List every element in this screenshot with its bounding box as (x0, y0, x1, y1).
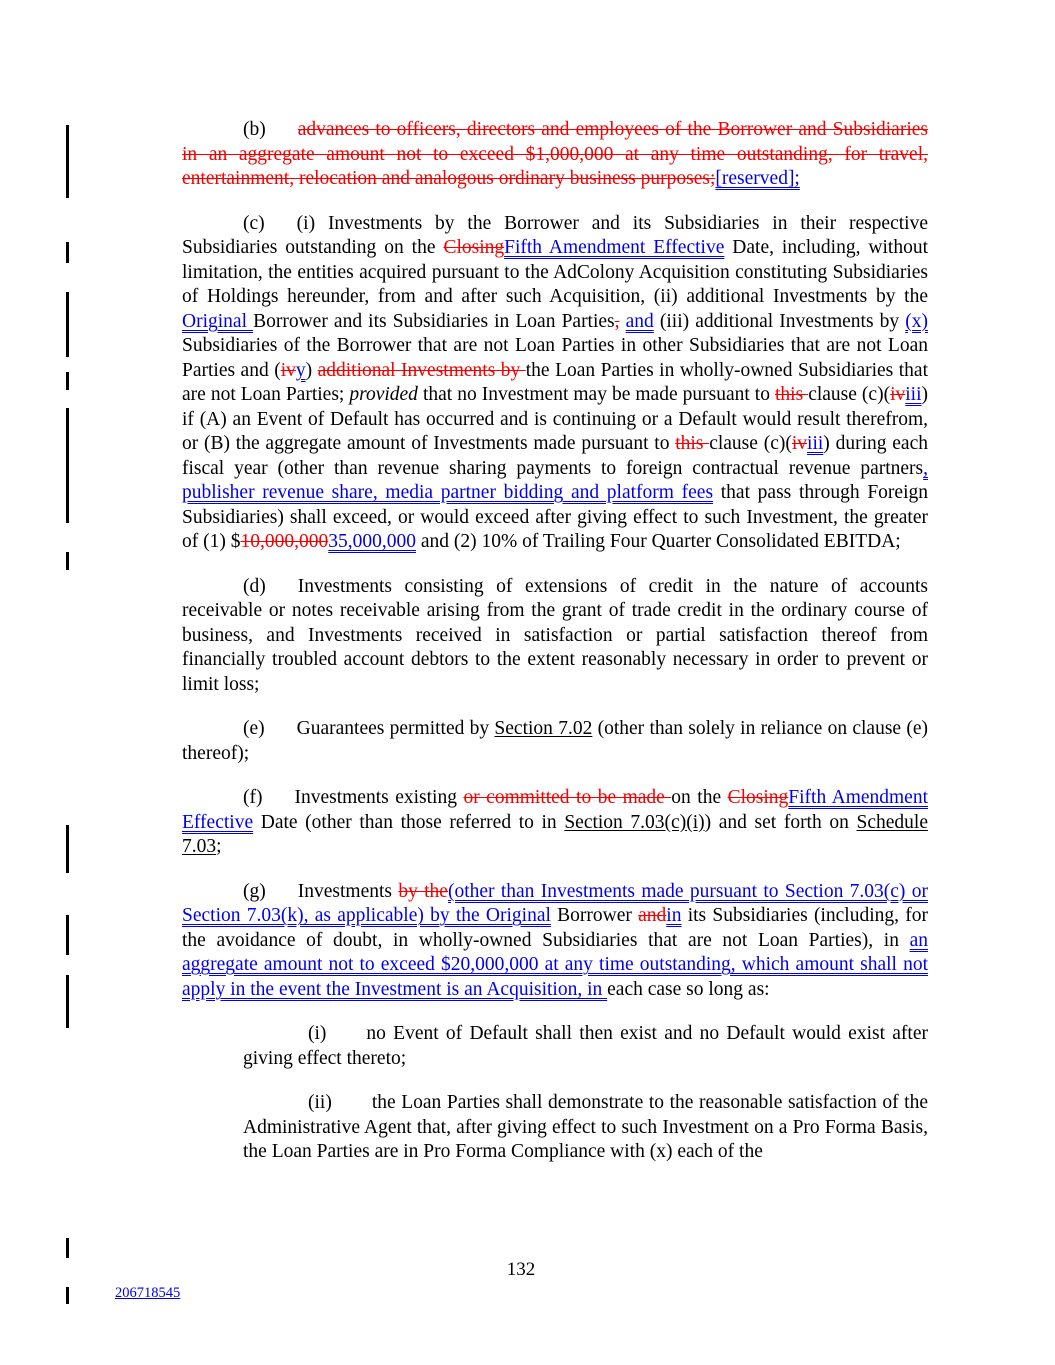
text-run: that pass through Foreign Subsidiaries) shall exceed, or would exceed after giving effect to such Investment, the greater of (1) $ (182, 482, 928, 552)
text-run: ) during each fiscal year (other than revenue sharing payments to foreign contractual revenue partners (182, 433, 928, 479)
change-bar (66, 372, 69, 390)
text-run: the Loan Parties in wholly-owned Subsidiaries that are not Loan Parties; (182, 359, 928, 405)
text-run: ) if (A) an Event of Default has occurred and is continuing or a Default would result therefrom, or (B) the aggregate amount of Investments made pursuant to (182, 384, 928, 454)
paragraph-d (182, 575, 928, 698)
inserted-text: (x) (905, 310, 928, 332)
deleted-text: iv (791, 433, 808, 454)
deleted-text: 10,000,000 (240, 531, 329, 552)
paragraph-c (182, 212, 928, 555)
text-run: and (2) 10% of Trailing Four Quarter Consolidated EBITDA; (415, 531, 901, 552)
text-run: clause (c)( (709, 433, 792, 454)
text-run: Guarantees permitted by (296, 718, 495, 739)
text-run: ) and set forth on (704, 811, 857, 833)
deleted-text: additional Investments by (317, 359, 526, 381)
change-bar (66, 552, 69, 570)
text-run: ; (216, 836, 222, 857)
text-run: each case so long as: (607, 978, 770, 1000)
change-bar (66, 125, 69, 198)
text-run: on the (671, 787, 728, 808)
deleted-text: , (614, 310, 620, 332)
text-run: Date (other than those referred to in (253, 811, 565, 833)
text-run: (i) Investments by the Borrower and its Subsidiaries in their respective Subsidiaries outstanding on the (182, 212, 928, 258)
text-run: Investments (297, 880, 399, 902)
inserted-text: y (295, 359, 306, 381)
text-run: Date, including, without limitation, the entities acquired pursuant to the AdColony Acquisition constituting Subsidiaries of Holdings hereunder, from and after such Acquisition, (ii) additional Investments by the (182, 237, 928, 307)
text-run: Investments existing (294, 787, 464, 808)
deleted-text: iv (890, 384, 906, 405)
text-run: (f) (243, 787, 263, 808)
text-run: (e) (243, 718, 265, 739)
text-run: (b) (243, 119, 266, 140)
document-body (182, 118, 928, 1185)
text-run: Borrower (550, 905, 639, 926)
doc-id-link[interactable]: 206718545 (115, 1285, 181, 1301)
text-run: the Loan Parties shall demonstrate to the reasonable satisfaction of the Administrative Agent that, after giving effect to such Investment on a Pro Forma Basis, the Loan Parties are in Pro Forma Compliance with (x) each of the (243, 1092, 928, 1162)
inserted-text: in (666, 905, 682, 926)
deleted-text: or committed to be made (463, 787, 672, 808)
inserted-text: (other than Investments made pursuant to Section 7.03(c) or Section 7.03(k), as applicable) by the Original (182, 880, 929, 926)
text-run: ) (305, 359, 318, 381)
underlined-text: Section 7.03(c)(i) (564, 811, 705, 833)
inserted-text: and (625, 310, 654, 332)
text-run: clause (c)( (808, 384, 891, 405)
paragraph-b (182, 118, 928, 192)
text-run: Investments consisting of extensions of credit in the nature of accounts receivable or notes receivable arising from the grant of trade credit in the ordinary course of business, and Investments received in satisfaction or partial satisfaction thereof from financially troubled account debtors to the extent reasonably necessary in order to prevent or limit loss; (182, 575, 928, 695)
inserted-text: Fifth Amendment Effective (182, 787, 929, 833)
text-run: (other than solely in reliance on clause (e) thereof); (182, 718, 928, 764)
deleted-text: by the (398, 880, 448, 902)
deleted-text: this (675, 433, 710, 454)
change-bar (66, 408, 69, 523)
text-run: (iii) additional Investments by (653, 310, 906, 332)
text-run: that no Investment may be made pursuant to (417, 384, 775, 405)
page-number: 132 (506, 1259, 536, 1280)
deleted-text: Closing (727, 787, 789, 808)
deleted-text: Closing (443, 237, 505, 258)
text-run: no Event of Default shall then exist and no Default would exist after giving effect thereto; (243, 1023, 928, 1069)
inserted-text: Original (182, 310, 254, 332)
paragraph-e (182, 717, 928, 766)
text-run: (c) (243, 212, 265, 234)
inserted-text: iii (807, 433, 824, 454)
inserted-text: Fifth Amendment Effective (504, 237, 725, 258)
underlined-text: Section 7.02 (494, 718, 593, 739)
change-bar (66, 915, 69, 955)
inserted-text: an aggregate amount not to exceed $20,000,000 at any time outstanding, which amount shall not apply in the event the Investment is an Acquisition, in (182, 929, 928, 1000)
text-run: (ii) (308, 1092, 332, 1113)
paragraph-f (182, 786, 928, 860)
deleted-text: iv (280, 359, 296, 381)
deleted-text: this (774, 384, 809, 405)
deleted-text: advances to officers, directors and employees of the Borrower and Subsidiaries in an aggregate amount not to exceed $1,000,000 at any time outstanding, for travel, entertainment, relocation and analogous ordinary business purposes; (182, 119, 928, 189)
underlined-text: Schedule 7.03 (182, 811, 928, 857)
change-bar (66, 1287, 69, 1304)
text-run: its Subsidiaries (including, for the avoidance of doubt, in wholly-owned Subsidiaries that are not Loan Parties), in (182, 905, 928, 951)
deleted-text: and (638, 905, 667, 926)
inserted-text: , publisher revenue share, media partner bidding and platform fees (182, 457, 928, 503)
italic-text: provided (349, 384, 418, 405)
paragraph-g (182, 880, 928, 1003)
change-bar (66, 242, 69, 263)
paragraph-g-ii (243, 1091, 928, 1165)
text-run: Borrower and its Subsidiaries in Loan Parties (253, 310, 615, 332)
inserted-text: iii (905, 384, 922, 405)
change-bar (66, 825, 69, 873)
text-run: (g) (243, 880, 266, 902)
text-run: (i) (308, 1023, 327, 1044)
text-run: Subsidiaries of the Borrower that are not Loan Parties in other Subsidiaries that are not Loan Parties and ( (182, 335, 928, 381)
change-bar (66, 1238, 69, 1258)
text-run: (d) (243, 575, 266, 597)
inserted-text: 35,000,000 (328, 531, 416, 552)
inserted-text: [reserved]; (715, 168, 800, 189)
change-bar (66, 975, 69, 1028)
paragraph-g-i (243, 1022, 928, 1071)
change-bar (66, 292, 69, 357)
